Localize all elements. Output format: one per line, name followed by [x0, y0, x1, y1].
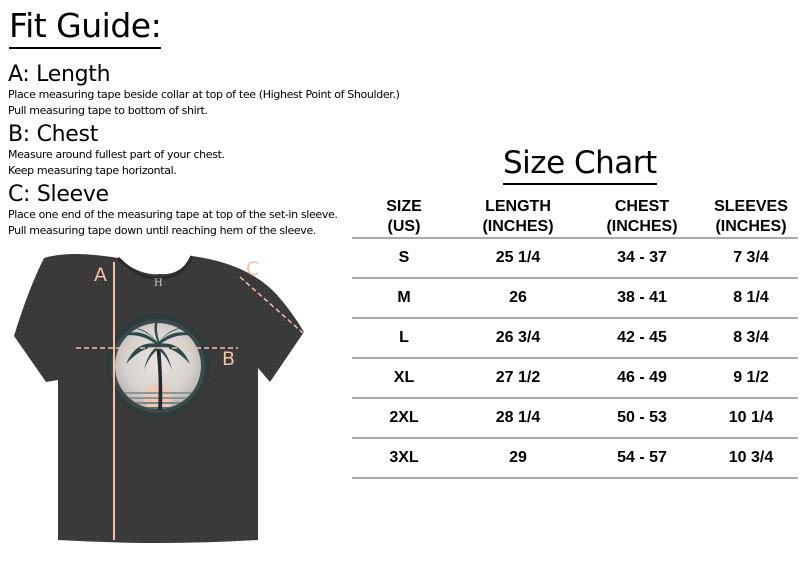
cell-length: 27 1/2	[456, 358, 580, 398]
instruction-line: Place measuring tape beside collar at top of tee (Highest Point of Shoulder.)	[8, 88, 400, 101]
cell-sleeves: 10 3/4	[704, 438, 798, 478]
instruction-line: Keep measuring tape horizontal.	[8, 164, 177, 177]
size-chart-title: Size Chart	[503, 144, 657, 185]
instruction-line: Measure around fullest part of your chest.	[8, 148, 225, 161]
table-row	[352, 318, 798, 358]
tshirt-diagram	[0, 240, 320, 560]
cell-length: 25 1/4	[456, 238, 580, 278]
instruction-line: Pull measuring tape to bottom of shirt.	[8, 104, 208, 117]
table-row	[352, 238, 798, 278]
section-sleeve	[8, 183, 338, 239]
section-length	[8, 63, 400, 119]
cell-chest: 38 - 41	[580, 278, 704, 318]
table-row	[352, 398, 798, 438]
section-chest	[8, 123, 225, 179]
cell-size: L	[352, 318, 456, 358]
tshirt-image	[0, 240, 320, 560]
cell-chest: 42 - 45	[580, 318, 704, 358]
label-a: A	[94, 264, 107, 286]
cell-size: 2XL	[352, 398, 456, 438]
cell-size: XL	[352, 358, 456, 398]
cell-size: 3XL	[352, 438, 456, 478]
cell-chest: 50 - 53	[580, 398, 704, 438]
table-row	[352, 438, 798, 478]
label-b: B	[222, 348, 236, 370]
table-header-row	[352, 196, 798, 238]
instruction-line: Place one end of the measuring tape at top of the set-in sleeve.	[8, 208, 338, 221]
size-chart-table	[352, 196, 798, 479]
label-c: C	[246, 258, 260, 280]
cell-chest: 46 - 49	[580, 358, 704, 398]
header-size: SIZE (US)	[352, 196, 456, 238]
table-row	[352, 358, 798, 398]
cell-sleeves: 7 3/4	[704, 238, 798, 278]
cell-sleeves: 9 1/2	[704, 358, 798, 398]
cell-sleeves: 8 1/4	[704, 278, 798, 318]
fit-guide-title: Fit Guide:	[9, 6, 161, 49]
cell-length: 29	[456, 438, 580, 478]
table-row	[352, 278, 798, 318]
cell-chest: 34 - 37	[580, 238, 704, 278]
section-heading: B: Chest	[8, 122, 99, 147]
svg-text:H: H	[154, 278, 163, 289]
section-heading: C: Sleeve	[8, 182, 109, 207]
instruction-line: Pull measuring tape down until reaching hem of the sleeve.	[8, 224, 317, 237]
cell-sleeves: 10 1/4	[704, 398, 798, 438]
cell-chest: 54 - 57	[580, 438, 704, 478]
cell-size: S	[352, 238, 456, 278]
header-sleeves: SLEEVES (INCHES)	[704, 196, 798, 238]
cell-length: 28 1/4	[456, 398, 580, 438]
cell-sleeves: 8 3/4	[704, 318, 798, 358]
section-heading: A: Length	[8, 62, 111, 87]
cell-length: 26	[456, 278, 580, 318]
cell-size: M	[352, 278, 456, 318]
header-chest: CHEST (INCHES)	[580, 196, 704, 238]
cell-length: 26 3/4	[456, 318, 580, 358]
header-length: LENGTH (INCHES)	[456, 196, 580, 238]
